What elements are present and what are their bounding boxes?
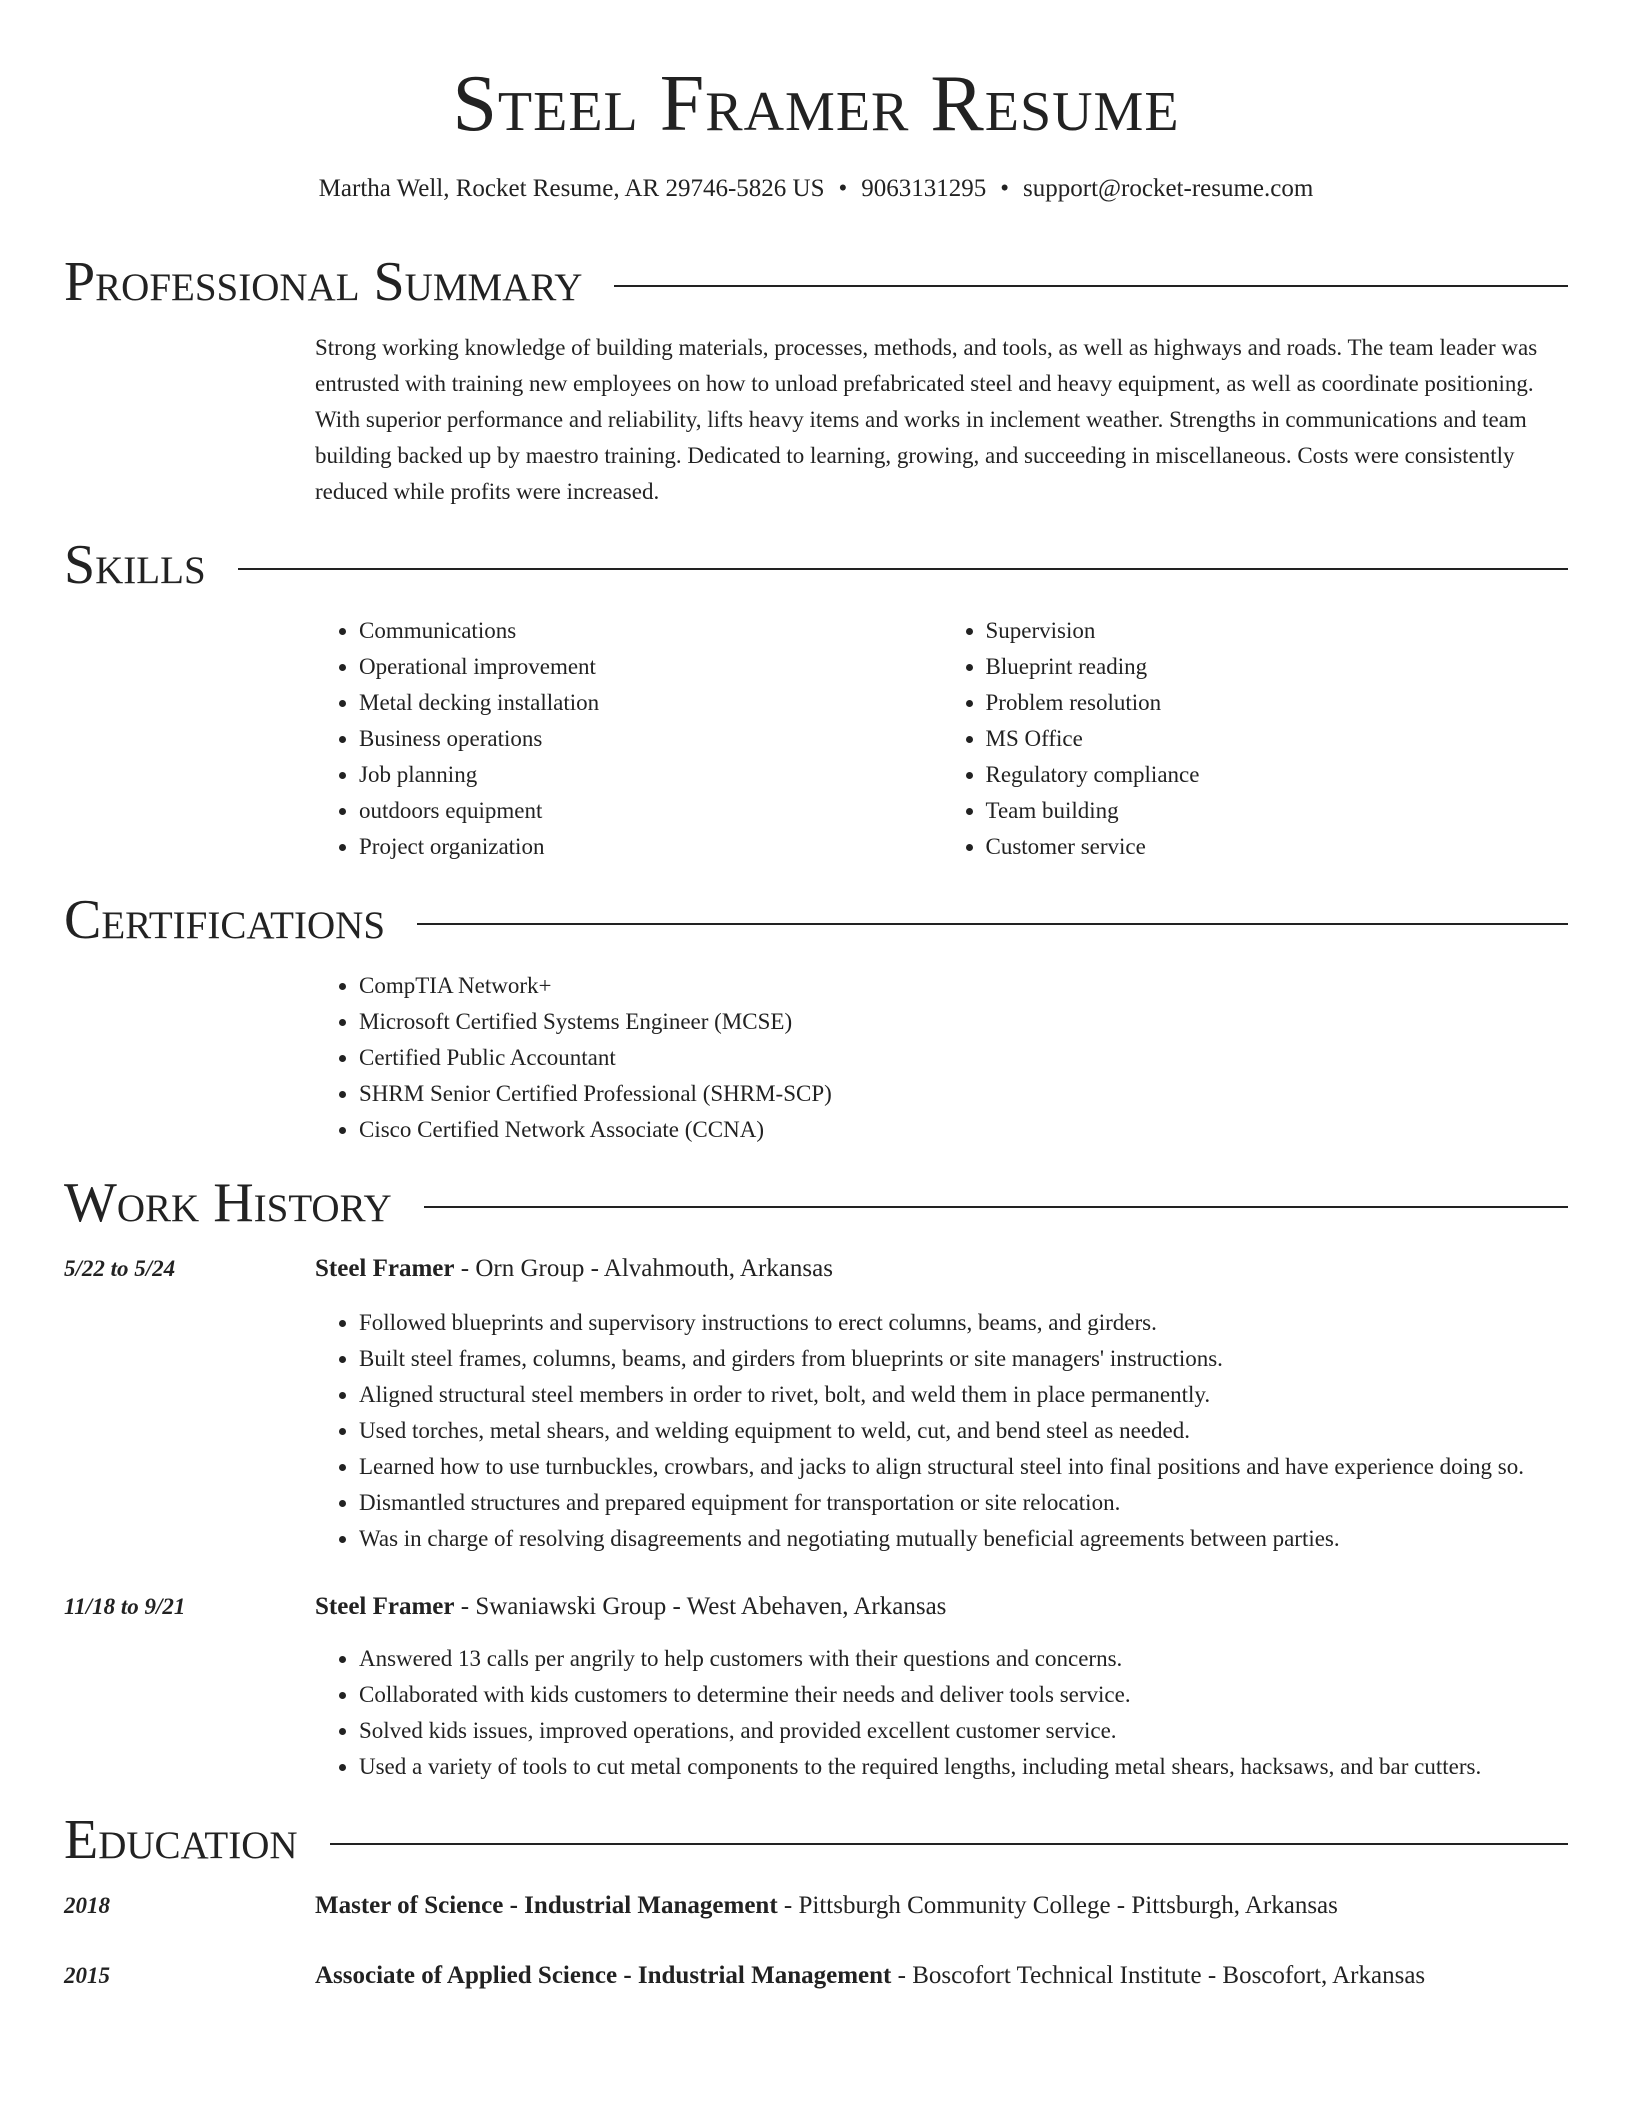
education-year: 2015 bbox=[64, 1963, 110, 1988]
skills-list bbox=[315, 613, 1568, 865]
skill-item: • Blueprint reading bbox=[986, 649, 1569, 685]
education-entry bbox=[64, 1888, 1568, 1924]
contact-separator: • bbox=[1000, 175, 1010, 202]
education-header bbox=[315, 1888, 1338, 1924]
job-bullet: • Built steel frames, columns, beams, and girders from blueprints or site managers' instructions. bbox=[359, 1341, 1568, 1377]
certifications-heading: Certifications bbox=[64, 889, 386, 951]
skills-section-header bbox=[64, 533, 1568, 597]
section-divider bbox=[330, 1843, 1568, 1845]
work-history-heading: Work History bbox=[64, 1172, 392, 1234]
job-header bbox=[315, 1589, 946, 1625]
skill-item: • Customer service bbox=[986, 829, 1569, 865]
skill-item: • Communications bbox=[359, 613, 942, 649]
education-section-header bbox=[64, 1808, 1568, 1872]
education-entry bbox=[64, 1958, 1568, 1994]
job-bullet: • Aligned structural steel members in order to rivet, bolt, and weld them in place permanently. bbox=[359, 1377, 1568, 1413]
certification-item: • Certified Public Accountant bbox=[359, 1040, 1568, 1076]
job-entry bbox=[64, 1589, 1568, 1785]
section-divider bbox=[614, 285, 1568, 287]
contact-line bbox=[64, 172, 1568, 206]
contact-separator: • bbox=[838, 175, 848, 202]
education-heading: Education bbox=[64, 1809, 298, 1871]
job-bullets bbox=[315, 1305, 1568, 1557]
section-divider bbox=[424, 1206, 1568, 1208]
certifications-list bbox=[315, 968, 1568, 1148]
contact-email[interactable]: support@rocket-resume.com bbox=[1023, 175, 1314, 202]
job-bullets bbox=[315, 1641, 1568, 1785]
section-divider bbox=[238, 568, 1568, 570]
skill-item: • Project organization bbox=[359, 829, 942, 865]
skill-item: • outdoors equipment bbox=[359, 793, 942, 829]
certification-item: • SHRM Senior Certified Professional (SHRM-SCP) bbox=[359, 1076, 1568, 1112]
summary-content bbox=[315, 330, 1568, 510]
job-details: - Orn Group - Alvahmouth, Arkansas bbox=[454, 1255, 833, 1282]
job-title: Steel Framer bbox=[315, 1255, 455, 1282]
job-bullet: • Was in charge of resolving disagreements and negotiating mutually beneficial agreements between parties. bbox=[359, 1521, 1568, 1557]
job-bullet: • Used torches, metal shears, and welding equipment to weld, cut, and bend steel as needed. bbox=[359, 1413, 1568, 1449]
job-details: - Swaniawski Group - West Abehaven, Arkansas bbox=[454, 1593, 947, 1620]
job-header bbox=[315, 1251, 833, 1287]
job-bullet: • Dismantled structures and prepared equipment for transportation or site relocation. bbox=[359, 1485, 1568, 1521]
education-details: - Boscofort Technical Institute - Boscofort, Arkansas bbox=[891, 1962, 1426, 1989]
job-bullet: • Collaborated with kids customers to determine their needs and deliver tools service. bbox=[359, 1677, 1568, 1713]
skill-item: • Supervision bbox=[986, 613, 1569, 649]
skill-item: • Team building bbox=[986, 793, 1569, 829]
skill-item: • Business operations bbox=[359, 721, 942, 757]
job-bullet: • Used a variety of tools to cut metal components to the required lengths, including metal shears, hacksaws, and bar cutters. bbox=[359, 1749, 1568, 1785]
resume-title: Steel Framer Resume bbox=[452, 60, 1180, 148]
job-title: Steel Framer bbox=[315, 1593, 455, 1620]
certification-item: • Cisco Certified Network Associate (CCNA) bbox=[359, 1112, 1568, 1148]
job-bullet: • Followed blueprints and supervisory instructions to erect columns, beams, and girders. bbox=[359, 1305, 1568, 1341]
education-year: 2018 bbox=[64, 1893, 110, 1918]
skill-item: • Problem resolution bbox=[986, 685, 1569, 721]
skills-heading: Skills bbox=[64, 534, 206, 596]
summary-heading: Professional Summary bbox=[64, 251, 583, 313]
skills-column-left bbox=[315, 613, 942, 865]
education-details: - Pittsburgh Community College - Pittsburgh, Arkansas bbox=[777, 1892, 1338, 1919]
summary-text: Strong working knowledge of building materials, processes, methods, and tools, as well as highways and roads. The team leader was entrusted with training new employees on how to unload prefabricated steel and heavy equipment, as well as coordinate positioning. With superior performance and reliability, lifts heavy items and works in inclement weather. Strengths in communications and team building backed up by maestro training. Dedicated to learning, growing, and succeeding in miscellaneous. Costs were consistently reduced while profits were increased. bbox=[315, 335, 1538, 504]
job-bullet: • Learned how to use turnbuckles, crowbars, and jacks to align structural steel into final positions and have experience doing so. bbox=[359, 1449, 1568, 1485]
work-history-section-header bbox=[64, 1171, 1568, 1235]
section-divider bbox=[417, 923, 1568, 925]
skill-item: • Job planning bbox=[359, 757, 942, 793]
contact-phone: 9063131295 bbox=[861, 175, 987, 202]
job-dates: 5/22 to 5/24 bbox=[64, 1256, 176, 1281]
education-degree: Master of Science - Industrial Management bbox=[315, 1892, 778, 1919]
skill-item: • Regulatory compliance bbox=[986, 757, 1569, 793]
skills-column-right bbox=[942, 613, 1569, 865]
certification-item: • CompTIA Network+ bbox=[359, 968, 1568, 1004]
job-bullet: • Solved kids issues, improved operations, and provided excellent customer service. bbox=[359, 1713, 1568, 1749]
certifications-section-header bbox=[64, 888, 1568, 952]
job-dates: 11/18 to 9/21 bbox=[64, 1594, 186, 1619]
contact-address: Martha Well, Rocket Resume, AR 29746-5826 US bbox=[318, 175, 825, 202]
job-entry bbox=[64, 1251, 1568, 1557]
skill-item: • Metal decking installation bbox=[359, 685, 942, 721]
certification-item: • Microsoft Certified Systems Engineer (MCSE) bbox=[359, 1004, 1568, 1040]
education-header bbox=[315, 1958, 1425, 1994]
education-degree: Associate of Applied Science - Industrial Management bbox=[315, 1962, 892, 1989]
job-bullet: • Answered 13 calls per angrily to help customers with their questions and concerns. bbox=[359, 1641, 1568, 1677]
summary-section-header bbox=[64, 250, 1568, 314]
skill-item: • MS Office bbox=[986, 721, 1569, 757]
resume-page bbox=[64, 0, 1568, 1994]
skill-item: • Operational improvement bbox=[359, 649, 942, 685]
